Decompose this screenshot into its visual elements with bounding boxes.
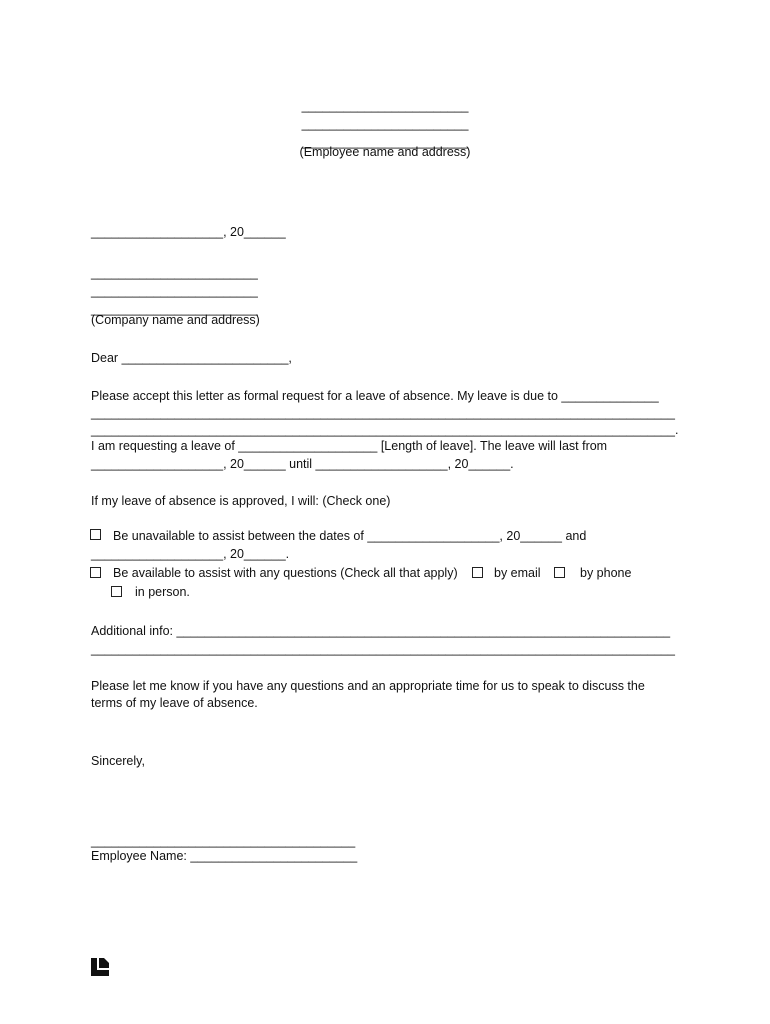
employee-address-line-3[interactable]: ________________________ — [301, 135, 469, 149]
by-email-checkbox[interactable] — [472, 567, 483, 578]
unavailable-option-line-2[interactable]: ___________________, 20______. — [91, 547, 290, 561]
body-line-5[interactable]: ___________________, 20______ until ___________________, 20______. — [91, 457, 514, 471]
company-address-label: (Company name and address) — [91, 313, 260, 327]
employee-address-line-2[interactable]: ________________________ — [301, 117, 469, 131]
employee-address-line-1[interactable]: ________________________ — [301, 99, 469, 113]
body-line-3[interactable]: ____________________________________________________________________________________. — [91, 423, 679, 437]
closing-paragraph-line-2: terms of my leave of absence. — [91, 696, 258, 710]
body-line-2[interactable]: ____________________________________________________________________________________ — [91, 406, 675, 420]
by-phone-checkbox[interactable] — [554, 567, 565, 578]
document-logo-icon — [91, 958, 109, 976]
employee-address-label: (Employee name and address) — [299, 145, 471, 159]
company-address-line-2[interactable]: ________________________ — [91, 284, 258, 298]
employee-name-line[interactable]: Employee Name: ________________________ — [91, 849, 358, 863]
body-line-1[interactable]: Please accept this letter as formal request for a leave of absence. My leave is due to ______________ — [91, 389, 659, 403]
signature-line[interactable]: ______________________________________ — [91, 834, 356, 848]
company-address-line-3[interactable]: ________________________ — [91, 302, 258, 316]
salutation[interactable]: Dear ________________________, — [91, 351, 292, 365]
in-person-checkbox[interactable] — [111, 586, 122, 597]
body-line-4[interactable]: I am requesting a leave of ____________________ [Length of leave]. The leave will last from — [91, 439, 608, 453]
additional-info-line-1[interactable]: Additional info: _______________________________________________________________________ — [91, 624, 671, 638]
unavailable-option-line-1[interactable]: Be unavailable to assist between the dates of ___________________, 20______ and — [113, 529, 587, 543]
in-person-label: in person. — [135, 585, 190, 599]
date-line[interactable]: ___________________, 20______ — [91, 225, 286, 239]
additional-info-line-2[interactable]: ____________________________________________________________________________________ — [91, 642, 675, 656]
closing-paragraph-line-1: Please let me know if you have any questions and an appropriate time for us to speak to discuss the — [91, 679, 645, 693]
available-option-text: Be available to assist with any questions (Check all that apply) — [113, 566, 458, 580]
available-checkbox[interactable] — [90, 567, 101, 578]
unavailable-checkbox[interactable] — [90, 529, 101, 540]
by-email-label: by email — [494, 566, 541, 580]
sign-off: Sincerely, — [91, 754, 145, 768]
company-address-line-1[interactable]: ________________________ — [91, 266, 258, 280]
by-phone-label: by phone — [580, 566, 632, 580]
check-intro: If my leave of absence is approved, I will: (Check one) — [91, 494, 391, 508]
